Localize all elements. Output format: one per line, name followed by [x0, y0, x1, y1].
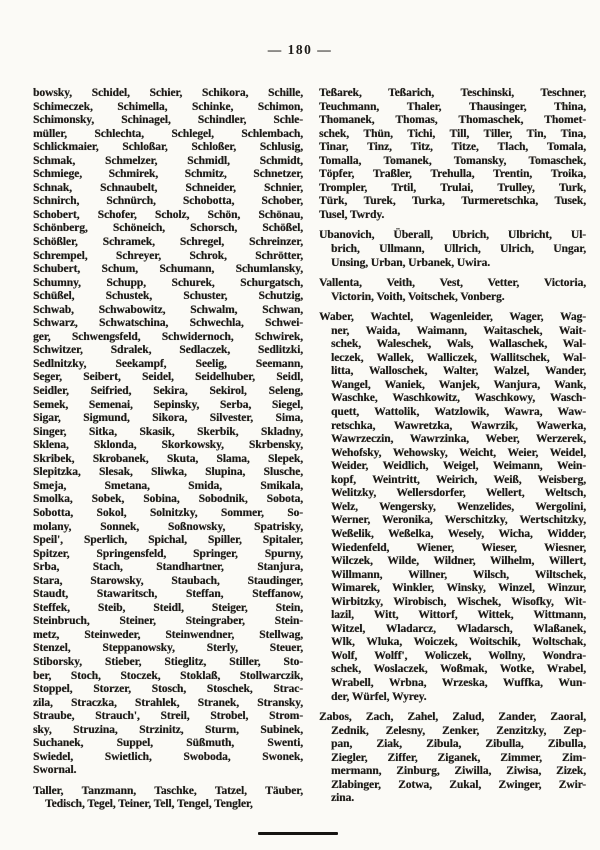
- name-list-line: Spitzer, Springensfeld, Springer, Spurny,: [33, 546, 303, 560]
- name-list-line: bowsky, Schidel, Schier, Schikora, Schille,: [33, 86, 303, 99]
- name-list-line: Schwitzer, Sdralek, Sedlaczek, Sedlitzki,: [33, 343, 303, 357]
- name-list-line: Wirbitzky, Wirobisch, Wischek, Wisofky, Wit-: [331, 594, 586, 608]
- name-list-line: Staudt, Stawaritsch, Steffan, Steffanow,: [33, 587, 303, 601]
- name-list-line: Speil', Sperlich, Spichal, Spiller, Spitaler,: [33, 533, 303, 547]
- name-list-line: Swornal.: [33, 763, 77, 777]
- name-list-line: Semek, Semenai, Sepinsky, Serba, Siegel,: [33, 397, 303, 411]
- name-list-line: ber, Stoch, Stoczek, Stoklaß, Stollwarczik,: [33, 668, 303, 682]
- name-list-line: Schrempel, Schreyer, Schrok, Schrötter,: [33, 248, 303, 262]
- name-list-line: pan, Ziak, Zibula, Zibulla, Zibulla,: [331, 737, 586, 751]
- name-list-line: Wlk, Wluka, Woiczek, Woitschik, Woltschak,: [331, 635, 586, 649]
- name-list-line: Töpfer, Traßler, Trehulla, Trentin, Troika,: [319, 167, 586, 181]
- footer-rule: [258, 832, 338, 835]
- name-list-line: Waschke, Waschkowitz, Waschkowy, Wasch-: [331, 391, 586, 405]
- name-list-line: Tomalla, Tomanek, Tomansky, Tomaschek,: [319, 153, 586, 167]
- name-list-line: Werner, Weronika, Werschitzky, Wertschitzky,: [331, 513, 586, 527]
- name-list-line: brich, Ullmann, Ullrich, Ulrich, Ungar,: [331, 242, 586, 256]
- name-list-paragraph: [319, 276, 586, 303]
- name-list-line: Skribek, Skrobanek, Skuta, Slama, Slepek,: [33, 451, 303, 465]
- name-list-line: Straube, Strauch', Streil, Strobel, Strom-: [33, 709, 303, 723]
- name-list-line: müller, Schlechta, Schlegel, Schlembach,: [33, 126, 303, 140]
- name-list-line: Schnak, Schnaubelt, Schneider, Schnier,: [33, 180, 303, 194]
- name-list-line: lazil, Witt, Wittorf, Wittek, Wittmann,: [331, 608, 586, 622]
- name-list-line: Schubert, Schum, Schumann, Schumlansky,: [33, 262, 303, 276]
- name-list-line: Sedlnitzky, Seekampf, Seelig, Seemann,: [33, 356, 303, 370]
- name-list-line: Taller, Tanzmann, Taschke, Tatzel, Täuber,: [33, 783, 303, 797]
- name-list-line: Seger, Seibert, Seidel, Seidelhuber, Seidl,: [33, 370, 303, 384]
- name-list-line: retschka, Wawretzka, Wawrzik, Wawerka,: [331, 418, 586, 432]
- name-list-line: ner, Waida, Waimann, Waitaschek, Wait-: [331, 323, 586, 337]
- name-list-line: Zabos, Zach, Zahel, Zalud, Zander, Zaoral,: [319, 710, 586, 724]
- name-list-line: Zlabinger, Zotwa, Zukal, Zwinger, Zwir-: [331, 777, 586, 791]
- name-list-line: schek, Waleschek, Wals, Wallaschek, Wal-: [331, 337, 586, 351]
- name-list-line: sky, Struzina, Strzinitz, Sturm, Subinek,: [33, 722, 303, 736]
- name-list-line: Smeja, Smetana, Smida, Smikala,: [33, 478, 303, 492]
- name-list-line: leczek, Wallek, Walliczek, Wallitschek, Wal-: [331, 350, 586, 364]
- name-list-line: Teßarek, Teßarich, Teschinski, Teschner,: [319, 86, 586, 99]
- name-list-line: Schwab, Schwabowitz, Schwalm, Schwan,: [33, 302, 303, 316]
- name-list-line: Schobert, Schofer, Scholz, Schön, Schönau,: [33, 207, 303, 221]
- name-list-line: Waber, Wachtel, Wagenleider, Wager, Wag-: [319, 310, 586, 324]
- name-list-line: schek, Woslaczek, Woßmak, Wotke, Wrabel,: [331, 662, 586, 676]
- page-number: — 180 —: [267, 42, 333, 57]
- name-list-line: Stoppel, Storzer, Stosch, Stoschek, Strac-: [33, 682, 303, 696]
- name-list-line: Zednik, Zelesny, Zenker, Zenzitzky, Zep-: [331, 723, 586, 737]
- name-list-line: Smolka, Sobek, Sobina, Sobodnik, Sobota,: [33, 492, 303, 506]
- name-list-line: Schwarz, Schwatschina, Schwechla, Schwei-: [33, 316, 303, 330]
- name-list-line: Schmiege, Schmirek, Schmitz, Schnetzer,: [33, 167, 303, 181]
- name-list-line: Ubanovich, Überall, Ubrich, Ulbricht, Ul-: [319, 228, 586, 242]
- name-list-line: Wangel, Waniek, Wanjek, Wanjura, Wank,: [331, 377, 586, 391]
- name-list-line: Thomanek, Thomas, Thomaschek, Thomet-: [319, 113, 586, 127]
- name-list-line: Schönberg, Schöneich, Schorsch, Schößel,: [33, 221, 303, 235]
- name-list-paragraph: [319, 228, 586, 269]
- name-list-line: Schnirch, Schnürch, Schobotta, Schober,: [33, 194, 303, 208]
- name-list-line: zina.: [331, 791, 355, 805]
- name-list-line: metz, Steinweder, Steinwendner, Stellwag,: [33, 627, 303, 641]
- name-list-line: molany, Sonnek, Soßnowsky, Spatrisky,: [33, 519, 303, 533]
- name-list-line: Schumny, Schupp, Schurek, Schurgatsch,: [33, 275, 303, 289]
- name-list-line: Schößler, Schramek, Schregel, Schreinzer,: [33, 235, 303, 249]
- name-list-paragraph: [33, 86, 303, 777]
- name-list-line: Steinbruch, Steiner, Steingraber, Stein-: [33, 614, 303, 628]
- name-list-line: Schimonsky, Schinagel, Schindler, Schle-: [33, 113, 303, 127]
- name-list-line: Vallenta, Veith, Vest, Vetter, Victoria,: [319, 276, 586, 290]
- left-column: [33, 86, 303, 818]
- name-list-line: Singer, Sitka, Skasik, Skerbik, Skladny,: [33, 424, 303, 438]
- name-list-line: Schimeczek, Schimella, Schinke, Schimon,: [33, 99, 303, 113]
- name-list-line: Tinar, Tinz, Titz, Titze, Tlach, Tomala,: [319, 140, 586, 154]
- name-list-paragraph: [319, 86, 586, 221]
- name-list-line: Weider, Weidlich, Weigel, Weimann, Wein-: [331, 459, 586, 473]
- name-list-line: Willmann, Willner, Wilsch, Wiltschek,: [331, 567, 586, 581]
- name-list-line: Sobotta, Sokol, Solnitzky, Sommer, So-: [33, 505, 303, 519]
- name-list-line: Wiedenfeld, Wiener, Wieser, Wiesner,: [331, 540, 586, 554]
- name-list-line: Stenzel, Steppanowsky, Sterly, Steuer,: [33, 641, 303, 655]
- name-list-line: schek, Thün, Tichi, Till, Tiller, Tin, Tina,: [319, 126, 586, 140]
- name-list-line: Wawrzeczin, Wawrzinka, Weber, Werzerek,: [331, 432, 586, 446]
- name-list-line: der, Würfel, Wyrey.: [331, 689, 427, 703]
- name-list-line: Welz, Wengersky, Wenzelides, Wergolini,: [331, 499, 586, 513]
- name-list-paragraph: [319, 710, 586, 805]
- name-list-line: Witzel, Wladarcz, Wladarsch, Wlaßanek,: [331, 621, 586, 635]
- name-list-line: Wilczek, Wilde, Wildner, Wilhelm, Willert,: [331, 554, 586, 568]
- name-list-line: Sigar, Sigmund, Sikora, Silvester, Sima,: [33, 411, 303, 425]
- name-list-line: ger, Schwengsfeld, Schwidernoch, Schwirek,: [33, 329, 303, 343]
- name-list-line: Wolf, Wolff', Woliczek, Wollny, Wondra-: [331, 648, 586, 662]
- name-list-line: Sklena, Sklonda, Skorkowsky, Skrbensky,: [33, 438, 303, 452]
- name-list-line: Seidler, Seifried, Sekira, Sekirol, Seleng,: [33, 384, 303, 398]
- name-list-line: Victorin, Voith, Voitschek, Vonberg.: [331, 289, 505, 303]
- name-list-line: Tedisch, Tegel, Teiner, Tell, Tengel, Tengler,: [45, 797, 253, 811]
- name-list-line: Wehofsky, Wehowsky, Weicht, Weier, Weidel,: [331, 445, 586, 459]
- name-list-line: Schmak, Schmelzer, Schmidl, Schmidt,: [33, 153, 303, 167]
- name-list-line: mermann, Zinburg, Ziwilla, Ziwisa, Zizek,: [331, 764, 586, 778]
- name-list-line: Schüßel, Schustek, Schuster, Schutzig,: [33, 289, 303, 303]
- name-list-line: Slepitzka, Slesak, Sliwka, Slupina, Slusche,: [33, 465, 303, 479]
- name-list-paragraph: [33, 784, 303, 811]
- name-list-line: Stara, Starowsky, Staubach, Staudinger,: [33, 573, 303, 587]
- name-list-line: Türk, Turek, Turka, Turmeretschka, Tusek,: [319, 194, 586, 208]
- name-list-line: litta, Walloschek, Walter, Walzel, Wander,: [331, 364, 586, 378]
- name-list-line: Swiedel, Swietlich, Swoboda, Swonek,: [33, 749, 303, 763]
- name-list-line: Welitzky, Wellersdorfer, Wellert, Weltsch,: [331, 486, 586, 500]
- name-list-line: Trompler, Trtil, Trulai, Trulley, Turk,: [319, 180, 586, 194]
- text-columns: [33, 86, 586, 818]
- name-list-line: Ziegler, Ziffer, Ziganek, Zimmer, Zim-: [331, 750, 586, 764]
- name-list-line: kopf, Weintritt, Weirich, Weiß, Weisberg,: [331, 472, 586, 486]
- name-list-line: Stiborsky, Stieber, Stieglitz, Stiller, Sto-: [33, 654, 303, 668]
- name-list-line: Unsing, Urban, Urbanek, Uwira.: [331, 255, 491, 269]
- name-list-line: Wimarek, Winkler, Winsky, Winzel, Winzur,: [331, 581, 586, 595]
- name-list-line: Steffek, Steib, Steidl, Steiger, Stein,: [33, 600, 303, 614]
- name-list-paragraph: [319, 310, 586, 703]
- name-list-line: Teuchmann, Thaler, Thausinger, Thina,: [319, 99, 586, 113]
- name-list-line: Srba, Stach, Standhartner, Stanjura,: [33, 560, 303, 574]
- name-list-line: Tusel, Twrdy.: [319, 207, 385, 221]
- name-list-line: Wrabell, Wrbna, Wrzeska, Wuffka, Wun-: [331, 675, 586, 689]
- right-column: [319, 86, 586, 818]
- name-list-line: zila, Straczka, Strahlek, Stranek, Stransky,: [33, 695, 303, 709]
- name-list-line: quett, Wattolik, Watzlowik, Wawra, Waw-: [331, 405, 586, 419]
- name-list-line: Weßelik, Weßelka, Wesely, Wicha, Widder,: [331, 526, 586, 540]
- name-list-line: Suchanek, Suppel, Süßmuth, Swenti,: [33, 736, 303, 750]
- name-list-line: Schlickmaier, Schloßar, Schloßer, Schlusig,: [33, 140, 303, 154]
